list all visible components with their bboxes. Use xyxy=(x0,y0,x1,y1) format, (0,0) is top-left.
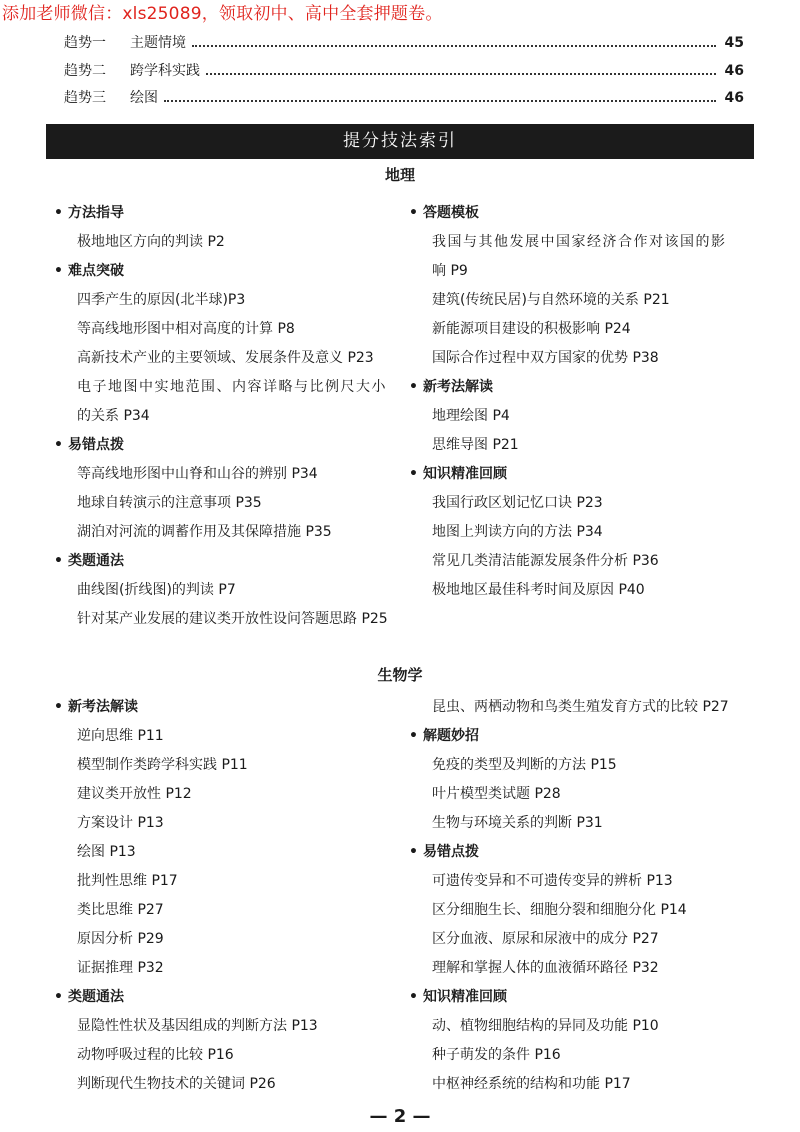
index-entry[interactable] xyxy=(68,402,418,431)
index-entry[interactable] xyxy=(423,344,773,373)
toc-leader-dots xyxy=(206,73,716,75)
toc-list xyxy=(64,32,744,115)
category-heading xyxy=(54,199,418,228)
category-heading xyxy=(54,257,418,286)
bullet-dot-icon: • xyxy=(409,728,418,744)
category-heading-text: 易错点拨 xyxy=(423,844,479,860)
index-entry-text: 曲线图(折线图)的判读 P7 xyxy=(77,582,236,598)
bullet-dot-icon: • xyxy=(54,699,63,715)
index-entry-text: 建筑(传统民居)与自然环境的关系 P21 xyxy=(432,292,670,308)
index-entry-text: 批判性思维 P17 xyxy=(77,873,178,889)
index-entry-text: 中枢神经系统的结构和功能 P17 xyxy=(432,1076,631,1092)
bullet-dot-icon: • xyxy=(409,205,418,221)
index-entry[interactable] xyxy=(68,1012,418,1041)
banner-tab-decoration xyxy=(70,118,82,124)
index-entry[interactable] xyxy=(423,954,773,983)
index-entry[interactable] xyxy=(68,896,418,925)
index-entry-text: 针对某产业发展的建议类开放性设问答题思路 P25 xyxy=(77,611,388,627)
index-entry[interactable] xyxy=(423,925,773,954)
toc-row[interactable] xyxy=(64,60,744,88)
index-entry[interactable] xyxy=(68,228,418,257)
index-entry-text: 种子萌发的条件 P16 xyxy=(432,1047,561,1063)
promo-text: 添加老师微信：xls25089，领取初中、高中全套押题卷。 xyxy=(2,4,443,24)
index-entry[interactable] xyxy=(423,286,773,315)
index-entry[interactable] xyxy=(423,518,773,547)
index-entry[interactable] xyxy=(68,489,418,518)
bullet-dot-icon: • xyxy=(409,844,418,860)
index-entry-text: 极地地区方向的判读 P2 xyxy=(77,234,225,250)
index-entry-text: 证据推理 P32 xyxy=(77,960,164,976)
index-entry-text: 高新技术产业的主要领域、发展条件及意义 P23 xyxy=(77,350,374,366)
index-entry-text: 生物与环境关系的判断 P31 xyxy=(432,815,603,831)
toc-leader-dots xyxy=(192,45,716,47)
index-entry-text: 的关系 P34 xyxy=(77,408,150,424)
category-heading-text: 知识精准回顾 xyxy=(423,466,507,482)
index-entry-text: 叶片模型类试题 P28 xyxy=(432,786,561,802)
index-entry[interactable] xyxy=(68,576,418,605)
category-heading xyxy=(409,373,773,402)
index-entry[interactable] xyxy=(423,576,773,605)
bullet-dot-icon: • xyxy=(409,466,418,482)
toc-trend-number: 趋势二 xyxy=(64,62,106,79)
index-entry[interactable] xyxy=(68,751,418,780)
index-entry[interactable] xyxy=(423,1070,773,1099)
subject-heading-geography: 地理 xyxy=(384,166,415,184)
index-entry[interactable] xyxy=(68,954,418,983)
index-entry[interactable] xyxy=(68,605,418,634)
category-heading-text: 难点突破 xyxy=(68,263,124,279)
index-entry-text: 动、植物细胞结构的异同及功能 P10 xyxy=(432,1018,659,1034)
toc-page-number: 46 xyxy=(724,90,744,106)
category-heading-text: 新考法解读 xyxy=(68,699,138,715)
index-entry-text: 我国与其他发展中国家经济合作对该国的影 xyxy=(432,234,727,250)
index-entry[interactable] xyxy=(423,1012,773,1041)
index-entry-text: 可遗传变异和不可遗传变异的辨析 P13 xyxy=(432,873,673,889)
index-entry[interactable] xyxy=(423,751,773,780)
toc-page-number: 46 xyxy=(724,62,744,79)
index-entry-text: 昆虫、两栖动物和鸟类生殖发育方式的比较 P27 xyxy=(432,699,729,715)
toc-trend-title: 主题情境 xyxy=(130,35,186,51)
index-entry[interactable] xyxy=(423,780,773,809)
index-entry-text: 四季产生的原因(北半球)P3 xyxy=(77,292,246,308)
index-entry[interactable] xyxy=(423,896,773,925)
category-heading-text: 类题通法 xyxy=(68,553,124,569)
index-entry[interactable] xyxy=(68,1041,418,1070)
index-entry-text: 区分细胞生长、细胞分裂和细胞分化 P14 xyxy=(432,902,687,918)
category-heading-text: 答题模板 xyxy=(423,205,479,221)
index-entry-text: 显隐性性状及基因组成的判断方法 P13 xyxy=(77,1018,318,1034)
category-heading xyxy=(54,983,418,1012)
index-entry-text: 绘图 P13 xyxy=(77,844,136,860)
category-heading xyxy=(409,722,773,751)
category-heading xyxy=(409,838,773,867)
index-entry-text: 湖泊对河流的调蓄作用及其保障措施 P35 xyxy=(77,524,332,540)
index-entry-text: 常见几类清洁能源发展条件分析 P36 xyxy=(432,553,659,569)
index-entry[interactable] xyxy=(68,867,418,896)
index-entry[interactable] xyxy=(423,228,773,257)
index-entry[interactable] xyxy=(68,286,418,315)
index-entry[interactable] xyxy=(423,547,773,576)
category-heading xyxy=(54,547,418,576)
section-banner xyxy=(46,124,754,159)
index-entry-text: 免疫的类型及判断的方法 P15 xyxy=(432,757,617,773)
index-entry-text: 理解和掌握人体的血液循环路径 P32 xyxy=(432,960,659,976)
bullet-dot-icon: • xyxy=(409,989,418,1005)
toc-trend-title: 绘图 xyxy=(130,90,158,106)
index-entry-text: 新能源项目建设的积极影响 P24 xyxy=(432,321,631,337)
index-entry-text: 逆向思维 P11 xyxy=(77,728,164,744)
index-entry-text: 动物呼吸过程的比较 P16 xyxy=(77,1047,234,1063)
category-heading xyxy=(409,199,773,228)
toc-trend-title: 跨学科实践 xyxy=(130,62,200,79)
toc-row[interactable] xyxy=(64,32,744,60)
toc-page-number: 45 xyxy=(724,35,744,51)
index-entry-text: 思维导图 P21 xyxy=(432,437,519,453)
index-entry-text: 原因分析 P29 xyxy=(77,931,164,947)
index-entry[interactable] xyxy=(68,518,418,547)
index-entry[interactable] xyxy=(423,315,773,344)
bullet-dot-icon: • xyxy=(54,553,63,569)
banner-tab-decoration xyxy=(718,118,730,124)
toc-row[interactable] xyxy=(64,87,744,115)
geography-right-column xyxy=(409,199,773,605)
index-entry[interactable] xyxy=(68,838,418,867)
index-entry-text: 建议类开放性 P12 xyxy=(77,786,192,802)
category-heading xyxy=(54,431,418,460)
bullet-dot-icon: • xyxy=(54,205,63,221)
bullet-dot-icon: • xyxy=(54,989,63,1005)
index-entry-text: 响 P9 xyxy=(432,263,468,279)
biology-right-column xyxy=(409,693,773,1099)
index-entry-text: 地理绘图 P4 xyxy=(432,408,510,424)
index-entry[interactable] xyxy=(423,257,773,286)
index-entry[interactable] xyxy=(423,489,773,518)
category-heading xyxy=(54,693,418,722)
index-entry[interactable] xyxy=(423,431,773,460)
page-number: — 2 — xyxy=(369,1106,431,1127)
subject-heading-biology: 生物学 xyxy=(377,666,423,684)
index-entry-text: 极地地区最佳科考时间及原因 P40 xyxy=(432,582,645,598)
category-heading-text: 类题通法 xyxy=(68,989,124,1005)
banner-title: 提分技法索引 xyxy=(343,131,457,151)
bullet-dot-icon: • xyxy=(54,437,63,453)
category-heading-text: 易错点拨 xyxy=(68,437,124,453)
toc-trend-number: 趋势一 xyxy=(64,35,106,51)
index-entry[interactable] xyxy=(68,373,418,402)
category-heading-text: 解题妙招 xyxy=(423,728,479,744)
index-entry-text: 等高线地形图中山脊和山谷的辨别 P34 xyxy=(77,466,318,482)
index-entry[interactable] xyxy=(423,402,773,431)
index-entry[interactable] xyxy=(68,460,418,489)
index-entry[interactable] xyxy=(68,315,418,344)
index-entry[interactable] xyxy=(423,693,773,722)
bullet-dot-icon: • xyxy=(54,263,63,279)
biology-left-column xyxy=(54,693,418,1099)
category-heading xyxy=(409,460,773,489)
index-entry[interactable] xyxy=(68,344,418,373)
index-entry-text: 电子地图中实地范围、内容详略与比例尺大小 xyxy=(77,379,387,395)
toc-trend-number: 趋势三 xyxy=(64,90,106,106)
index-entry-text: 地图上判读方向的方法 P34 xyxy=(432,524,603,540)
bullet-dot-icon: • xyxy=(409,379,418,395)
index-entry[interactable] xyxy=(68,780,418,809)
index-entry[interactable] xyxy=(68,925,418,954)
index-entry[interactable] xyxy=(68,1070,418,1099)
category-heading xyxy=(409,983,773,1012)
category-heading-text: 知识精准回顾 xyxy=(423,989,507,1005)
index-entry-text: 等高线地形图中相对高度的计算 P8 xyxy=(77,321,295,337)
index-entry[interactable] xyxy=(423,809,773,838)
category-heading-text: 方法指导 xyxy=(68,205,124,221)
index-entry-text: 国际合作过程中双方国家的优势 P38 xyxy=(432,350,659,366)
index-entry[interactable] xyxy=(68,809,418,838)
index-entry-text: 方案设计 P13 xyxy=(77,815,164,831)
category-heading-text: 新考法解读 xyxy=(423,379,493,395)
index-entry-text: 判断现代生物技术的关键词 P26 xyxy=(77,1076,276,1092)
index-entry[interactable] xyxy=(423,867,773,896)
index-entry-text: 区分血液、原尿和尿液中的成分 P27 xyxy=(432,931,659,947)
index-entry-text: 模型制作类跨学科实践 P11 xyxy=(77,757,248,773)
index-entry[interactable] xyxy=(423,1041,773,1070)
index-entry-text: 类比思维 P27 xyxy=(77,902,164,918)
toc-leader-dots xyxy=(164,100,716,102)
index-entry-text: 我国行政区划记忆口诀 P23 xyxy=(432,495,603,511)
index-entry[interactable] xyxy=(68,722,418,751)
geography-left-column xyxy=(54,199,418,634)
index-entry-text: 地球自转演示的注意事项 P35 xyxy=(77,495,262,511)
